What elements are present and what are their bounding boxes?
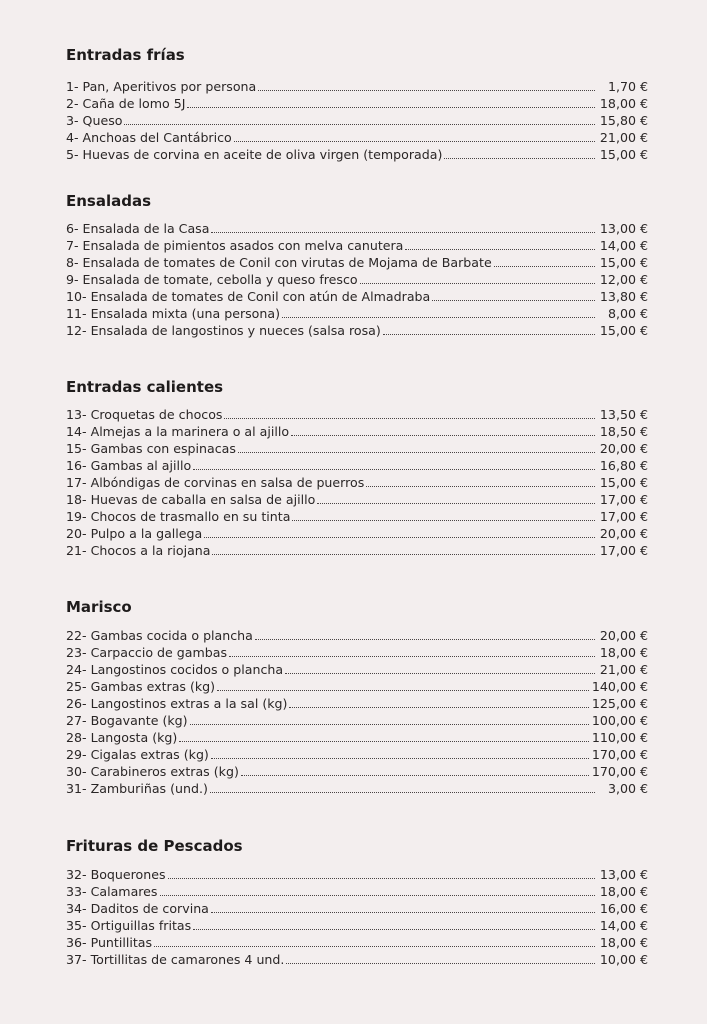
menu-item [66, 474, 648, 491]
item-price: 140,00 € [591, 679, 648, 694]
item-price: 1,70 € [607, 79, 648, 94]
item-name: 21- Chocos a la riojana [66, 543, 211, 558]
menu-item [66, 644, 648, 661]
item-price: 18,00 € [599, 935, 648, 950]
dot-leader [204, 537, 595, 538]
item-price: 12,00 € [599, 272, 648, 287]
menu-item [66, 678, 648, 695]
dot-leader [282, 317, 595, 318]
dot-leader [258, 90, 595, 91]
item-price: 3,00 € [607, 781, 648, 796]
menu-item [66, 661, 648, 678]
item-price: 13,00 € [599, 221, 648, 236]
item-price: 21,00 € [599, 130, 648, 145]
menu-item [66, 763, 648, 780]
item-name: 35- Ortiguillas fritas [66, 918, 192, 933]
item-price: 15,80 € [599, 113, 648, 128]
item-name: 30- Carabineros extras (kg) [66, 764, 239, 779]
item-name: 7- Ensalada de pimientos asados con melva canutera [66, 238, 404, 253]
dot-leader [234, 141, 595, 142]
item-price: 110,00 € [591, 730, 648, 745]
item-name: 16- Gambas al ajillo [66, 458, 192, 473]
dot-leader [190, 724, 589, 725]
dot-leader [286, 963, 595, 964]
dot-leader [360, 283, 595, 284]
menu-item [66, 237, 648, 254]
section-title: Entradas frías [66, 46, 185, 64]
item-name: 12- Ensalada de langostinos y nueces (salsa rosa) [66, 323, 381, 338]
item-name: 24- Langostinos cocidos o plancha [66, 662, 284, 677]
item-name: 11- Ensalada mixta (una persona) [66, 306, 280, 321]
menu-item [66, 95, 648, 112]
dot-leader [217, 690, 589, 691]
dot-leader [494, 266, 595, 267]
dot-leader [291, 435, 595, 436]
item-name: 10- Ensalada de tomates de Conil con atún de Almadraba [66, 289, 431, 304]
dot-leader [292, 520, 595, 521]
section-title: Frituras de Pescados [66, 837, 243, 855]
item-price: 15,00 € [599, 147, 648, 162]
item-name: 19- Chocos de trasmallo en su tinta [66, 509, 291, 524]
section-title: Marisco [66, 598, 132, 616]
dot-leader [224, 418, 595, 419]
menu-item [66, 305, 648, 322]
item-price: 8,00 € [607, 306, 648, 321]
dot-leader [193, 929, 595, 930]
dot-leader [124, 124, 595, 125]
menu-item [66, 866, 648, 883]
menu-item [66, 129, 648, 146]
item-price: 13,50 € [599, 407, 648, 422]
item-name: 32- Boquerones [66, 867, 166, 882]
item-price: 18,00 € [599, 884, 648, 899]
dot-leader [168, 878, 595, 879]
item-price: 170,00 € [591, 747, 648, 762]
item-price: 18,00 € [599, 645, 648, 660]
menu-item [66, 220, 648, 237]
menu-item [66, 712, 648, 729]
item-price: 14,00 € [599, 918, 648, 933]
dot-leader [432, 300, 595, 301]
item-price: 20,00 € [599, 441, 648, 456]
item-name: 31- Zamburiñas (und.) [66, 781, 208, 796]
menu-item [66, 406, 648, 423]
item-price: 10,00 € [599, 952, 648, 967]
menu-item [66, 423, 648, 440]
item-name: 13- Croquetas de chocos [66, 407, 223, 422]
dot-leader [285, 673, 595, 674]
dot-leader [366, 486, 595, 487]
menu-item [66, 729, 648, 746]
dot-leader [229, 656, 595, 657]
item-price: 17,00 € [599, 509, 648, 524]
item-price: 16,00 € [599, 901, 648, 916]
item-name: 34- Daditos de corvina [66, 901, 209, 916]
dot-leader [444, 158, 595, 159]
menu-item [66, 934, 648, 951]
item-name: 29- Cigalas extras (kg) [66, 747, 209, 762]
menu-item [66, 146, 648, 163]
section-title: Ensaladas [66, 192, 152, 210]
menu-item [66, 457, 648, 474]
item-price: 17,00 € [599, 543, 648, 558]
item-name: 4- Anchoas del Cantábrico [66, 130, 232, 145]
item-price: 18,00 € [599, 96, 648, 111]
item-name: 28- Langosta (kg) [66, 730, 178, 745]
item-name: 20- Pulpo a la gallega [66, 526, 203, 541]
dot-leader [154, 946, 595, 947]
menu-item [66, 695, 648, 712]
item-name: 1- Pan, Aperitivos por persona [66, 79, 257, 94]
item-price: 15,00 € [599, 255, 648, 270]
item-price: 170,00 € [591, 764, 648, 779]
dot-leader [212, 554, 595, 555]
item-name: 22- Gambas cocida o plancha [66, 628, 253, 643]
section-title: Entradas calientes [66, 378, 224, 396]
item-name: 3- Queso [66, 113, 123, 128]
dot-leader [211, 912, 595, 913]
item-price: 16,80 € [599, 458, 648, 473]
item-price: 100,00 € [591, 713, 648, 728]
item-price: 13,80 € [599, 289, 648, 304]
menu-item [66, 900, 648, 917]
item-name: 36- Puntillitas [66, 935, 153, 950]
dot-leader [193, 469, 595, 470]
item-name: 8- Ensalada de tomates de Conil con virutas de Mojama de Barbate [66, 255, 492, 270]
item-name: 23- Carpaccio de gambas [66, 645, 228, 660]
item-name: 15- Gambas con espinacas [66, 441, 236, 456]
dot-leader [317, 503, 595, 504]
menu-item [66, 322, 648, 339]
item-name: 25- Gambas extras (kg) [66, 679, 216, 694]
menu-item [66, 627, 648, 644]
dot-leader [211, 232, 595, 233]
dot-leader [210, 792, 595, 793]
dot-leader [289, 707, 588, 708]
item-price: 20,00 € [599, 628, 648, 643]
item-price: 15,00 € [599, 475, 648, 490]
menu-item [66, 271, 648, 288]
item-price: 17,00 € [599, 492, 648, 507]
dot-leader [179, 741, 589, 742]
dot-leader [160, 895, 596, 896]
menu-item [66, 491, 648, 508]
item-price: 20,00 € [599, 526, 648, 541]
dot-leader [383, 334, 595, 335]
dot-leader [187, 107, 595, 108]
item-name: 18- Huevas de caballa en salsa de ajillo [66, 492, 316, 507]
menu-item [66, 883, 648, 900]
menu-item [66, 440, 648, 457]
menu-item [66, 951, 648, 968]
item-name: 37- Tortillitas de camarones 4 und. [66, 952, 285, 967]
item-name: 27- Bogavante (kg) [66, 713, 188, 728]
menu-item [66, 78, 648, 95]
dot-leader [211, 758, 589, 759]
item-name: 6- Ensalada de la Casa [66, 221, 210, 236]
menu-item [66, 288, 648, 305]
menu-item [66, 525, 648, 542]
menu-item [66, 112, 648, 129]
item-name: 2- Caña de lomo 5J [66, 96, 186, 111]
menu-item [66, 254, 648, 271]
item-name: 33- Calamares [66, 884, 158, 899]
menu-item [66, 746, 648, 763]
item-price: 18,50 € [599, 424, 648, 439]
menu-item [66, 508, 648, 525]
dot-leader [238, 452, 595, 453]
item-price: 125,00 € [591, 696, 648, 711]
dot-leader [241, 775, 589, 776]
item-name: 14- Almejas a la marinera o al ajillo [66, 424, 290, 439]
item-price: 13,00 € [599, 867, 648, 882]
item-price: 15,00 € [599, 323, 648, 338]
dot-leader [255, 639, 595, 640]
menu-item [66, 542, 648, 559]
menu-item [66, 780, 648, 797]
menu-item [66, 917, 648, 934]
item-name: 5- Huevas de corvina en aceite de oliva virgen (temporada) [66, 147, 443, 162]
item-price: 14,00 € [599, 238, 648, 253]
item-price: 21,00 € [599, 662, 648, 677]
item-name: 17- Albóndigas de corvinas en salsa de puerros [66, 475, 365, 490]
dot-leader [405, 249, 595, 250]
item-name: 9- Ensalada de tomate, cebolla y queso fresco [66, 272, 358, 287]
item-name: 26- Langostinos extras a la sal (kg) [66, 696, 288, 711]
